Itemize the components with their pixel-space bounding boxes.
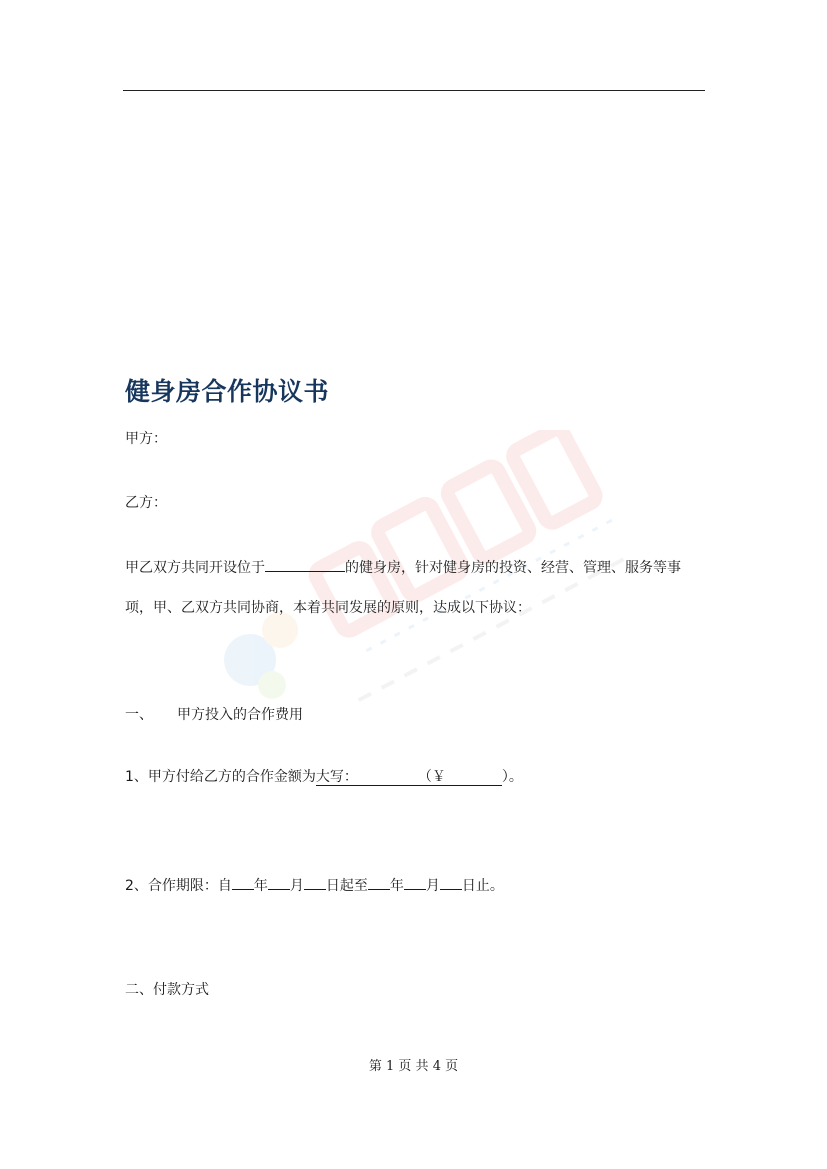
party-a-label: 甲方： [125,431,167,447]
intro-line-1 [125,556,681,577]
year-label-2: 年 [389,878,404,894]
day-from-label: 日起至 [325,878,368,894]
section-2-heading: 二、付款方式 [125,982,209,998]
month-label: 月 [289,878,304,894]
document-title: 健身房合作协议书 [125,377,330,406]
end-month-blank[interactable] [404,874,426,890]
end-day-blank[interactable] [440,874,462,890]
start-day-blank[interactable] [304,874,326,890]
section-1-title: 甲方投入的合作费用 [177,707,303,723]
page-footer: 第 1 页 共 4 页 [368,1059,459,1074]
item-1-prefix: 1、甲方付给乙方的合作金额为 [125,769,316,785]
amount-underline[interactable] [316,769,502,786]
yen-close: ） [501,769,509,785]
item-2-prefix: 2、合作期限：自 [125,878,232,894]
daxie-label: 大写： [315,769,358,785]
location-blank[interactable] [265,556,345,572]
month-label-2: 月 [425,878,440,894]
item-1-line [125,768,523,786]
intro-text-after: 的健身房，针对健身房的投资、经营、管理、服务等事 [345,560,681,576]
header-rule [123,90,705,91]
item-1-end: 。 [508,769,523,785]
year-label: 年 [253,878,268,894]
section-1-number: 一、 [125,707,153,723]
yen-open: （￥ [417,769,446,785]
start-year-blank[interactable] [232,874,254,890]
party-b-label: 乙方： [125,495,167,511]
start-month-blank[interactable] [268,874,290,890]
section-1-heading [125,706,303,724]
day-to-label: 日止。 [461,878,504,894]
intro-line-2: 项，甲、乙双方共同协商，本着共同发展的原则，达成以下协议： [125,600,531,616]
end-year-blank[interactable] [368,874,390,890]
intro-text-before: 甲乙双方共同开设位于 [125,560,265,576]
item-2-line [125,874,504,895]
